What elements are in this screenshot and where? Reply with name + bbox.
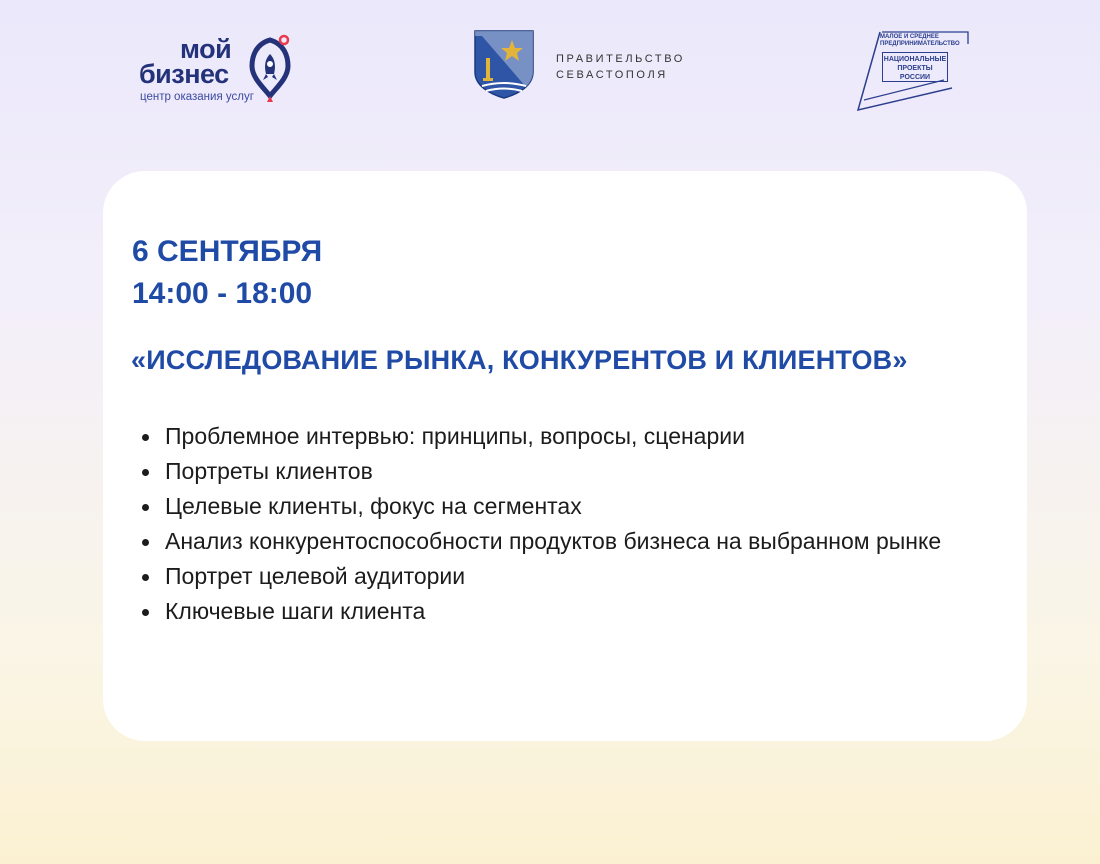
np-small-line1: МАЛОЕ И СРЕДНЕЕ [880, 34, 939, 40]
sevastopol-government-logo [472, 28, 712, 104]
national-projects-logo [856, 30, 976, 114]
agenda-item: Ключевые шаги клиента [139, 594, 1009, 629]
sevastopol-text-line2: СЕВАСТОПОЛЯ [556, 69, 668, 81]
agenda-item: Анализ конкурентоспособности продуктов бизнеса на выбранном рынке [139, 524, 1009, 559]
moy-biznes-logo [136, 30, 306, 110]
agenda-item: Портрет целевой аудитории [139, 559, 1009, 594]
agenda-item: Целевые клиенты, фокус на сегментах [139, 489, 1009, 524]
event-time: 14:00 - 18:00 [132, 277, 313, 310]
sevastopol-crest-icon [472, 28, 536, 100]
event-card [103, 171, 1027, 741]
np-box-line1: НАЦИОНАЛЬНЫЕ [883, 56, 947, 63]
np-box-line2: ПРОЕКТЫ [897, 65, 933, 72]
sevastopol-text-line1: ПРАВИТЕЛЬСТВО [556, 53, 685, 65]
rocket-pin-icon [248, 32, 294, 104]
np-title-box [882, 52, 948, 82]
np-box-line3: РОССИИ [899, 74, 931, 81]
np-small-line2: ПРЕДПРИНИМАТЕЛЬСТВО [880, 41, 960, 47]
agenda-item: Проблемное интервью: принципы, вопросы, сценарии [139, 419, 1009, 454]
event-topic: «ИССЛЕДОВАНИЕ РЫНКА, КОНКУРЕНТОВ И КЛИЕНТОВ» [131, 345, 908, 375]
logo-moy-word2: бизнес [139, 59, 229, 89]
agenda-item: Портреты клиентов [139, 454, 1009, 489]
logo-moy-subtitle: центр оказания услуг [140, 91, 254, 103]
agenda-list [139, 419, 1009, 629]
logo-moy-word1: мой [180, 34, 232, 64]
event-date: 6 СЕНТЯБРЯ [132, 235, 323, 268]
